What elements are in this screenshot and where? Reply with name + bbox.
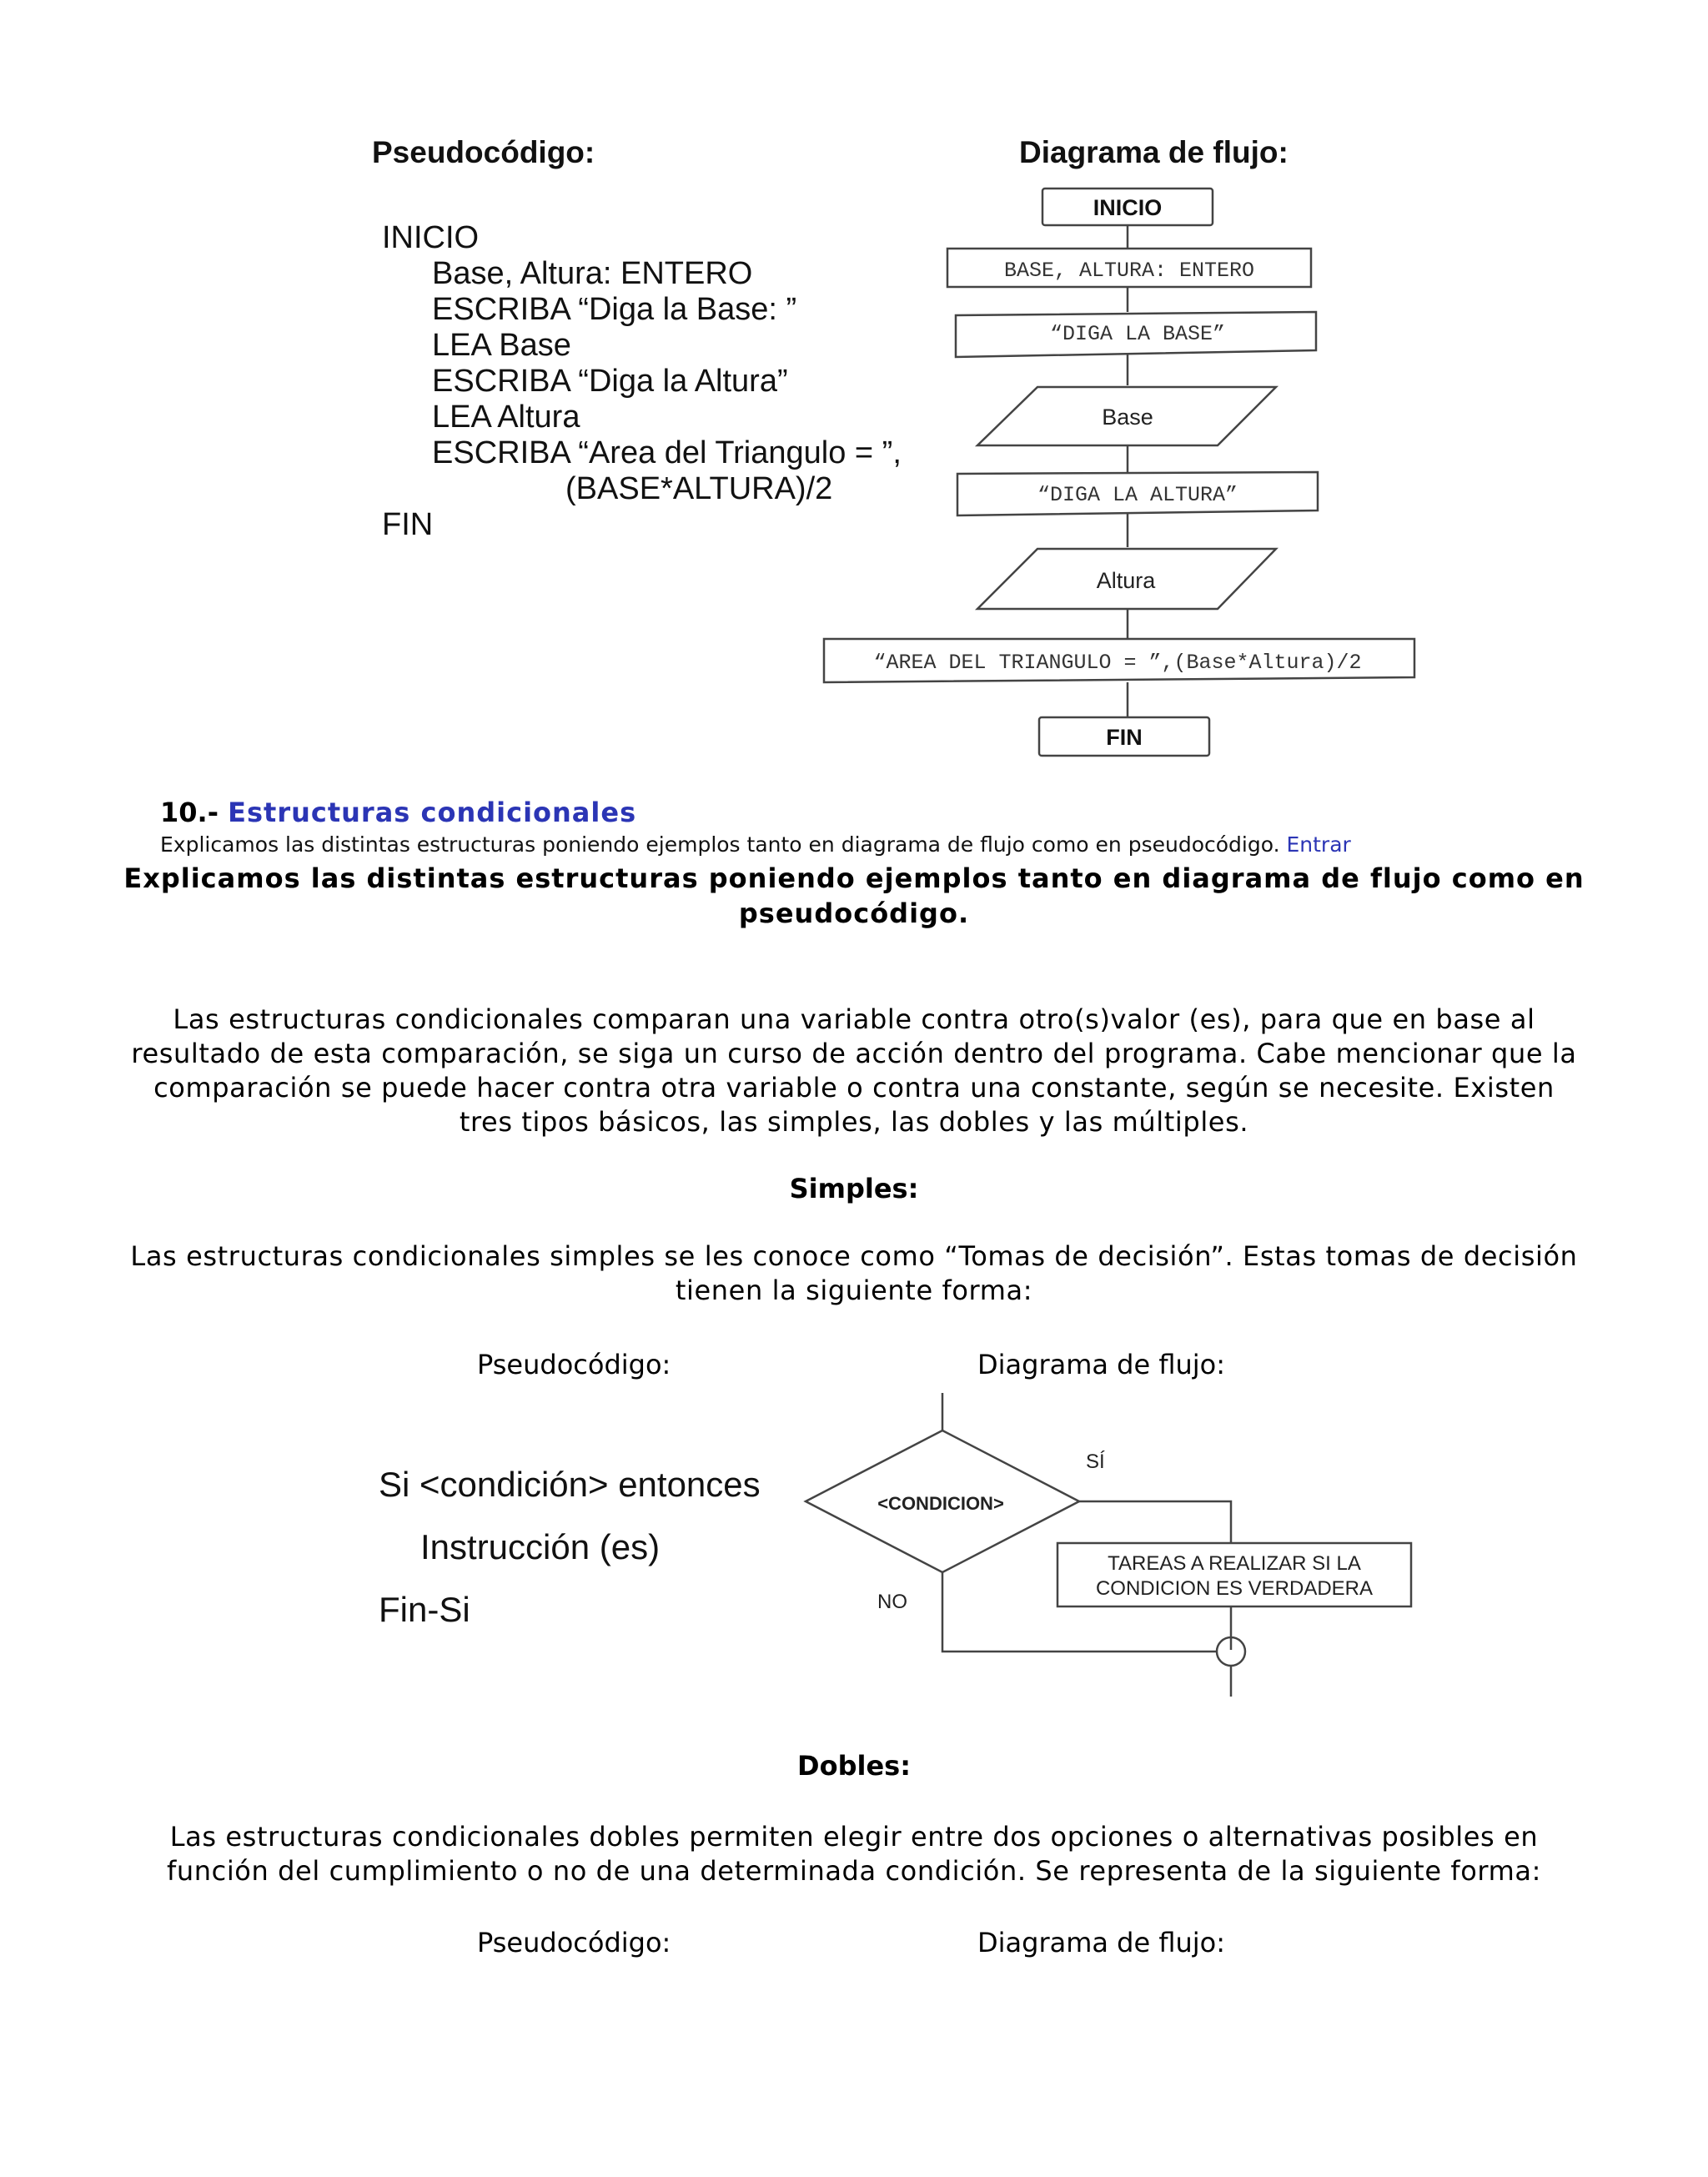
bold-summary	[0, 861, 1708, 931]
flow-decl-text: BASE, ALTURA: ENTERO	[1003, 259, 1255, 283]
flow-label-2: Diagrama de flujo:	[977, 1927, 1226, 1958]
pseudo-line: (BASE*ALTURA)/2	[565, 471, 833, 506]
flow-out-altura-text: “DIGA LA ALTURA”	[1037, 483, 1238, 507]
task-text-line2: CONDICION ES VERDADERA	[1095, 1577, 1374, 1600]
paragraph-line: tienen la siguiente forma:	[675, 1275, 1033, 1306]
pseudo-label: Pseudocódigo:	[477, 1349, 671, 1380]
section-heading	[160, 797, 636, 828]
bold-summary-line: pseudocódigo.	[738, 897, 970, 929]
dobles-heading: Dobles:	[797, 1750, 911, 1782]
simple-pseudo-line: Fin-Si	[379, 1590, 470, 1629]
pseudo-line: ESCRIBA “Diga la Base: ”	[432, 292, 797, 327]
no-label: NO	[877, 1591, 907, 1613]
paragraph-line: Las estructuras condicionales comparan una variable contra otro(s)valor (es), para que en base al	[173, 1003, 1535, 1035]
simple-pseudo-line: Instrucción (es)	[420, 1527, 661, 1566]
flow-label: Diagrama de flujo:	[977, 1349, 1226, 1380]
pseudo-line: LEA Altura	[432, 400, 580, 435]
paragraph-dobles	[0, 1820, 1708, 1888]
enter-link[interactable]: Entrar	[1286, 832, 1351, 857]
paragraph-intro	[0, 1003, 1708, 1139]
intro-text: Explicamos las distintas estructuras poniendo ejemplos tanto en diagrama de flujo como en pseudocódigo.	[160, 832, 1280, 857]
paragraph-line: comparación se puede hacer contra otra variable o contra una constante, según se necesite. Existen	[153, 1072, 1555, 1104]
pseudo-line: LEA Base	[432, 328, 571, 363]
pseudo-line: INICIO	[382, 220, 480, 255]
figure1-flow-title: Diagrama de flujo:	[1019, 135, 1289, 169]
flow-in-altura-text: Altura	[1096, 568, 1156, 593]
paragraph-line: Las estructuras condicionales dobles permiten elegir entre dos opciones o alternativas posibles en	[169, 1821, 1539, 1853]
paragraph-line: resultado de esta comparación, se siga un curso de acción dentro del programa. Cabe mencionar que la	[131, 1038, 1577, 1069]
condition-text: <CONDICION>	[877, 1493, 1004, 1514]
paragraph-simples	[0, 1239, 1708, 1308]
yes-label: SÍ	[1086, 1450, 1105, 1473]
figure1-flowchart	[0, 0, 1708, 801]
figure1-pseudo-title: Pseudocódigo:	[372, 135, 595, 169]
paragraph-line: Las estructuras condicionales simples se les conoce como “Tomas de decisión”. Estas tomas de decisión	[130, 1240, 1578, 1272]
flow-fin-text: FIN	[1106, 725, 1143, 750]
simple-flowchart	[0, 1385, 1708, 1718]
flow-out-base-text: “DIGA LA BASE”	[1049, 322, 1226, 346]
section-title-link[interactable]: Estructuras condicionales	[228, 797, 637, 828]
flow-out-area-text: “AREA DEL TRIANGULO = ”,(Base*Altura)/2	[873, 651, 1362, 675]
flow-inicio-text: INICIO	[1093, 195, 1163, 220]
pseudo-line: ESCRIBA “Diga la Altura”	[432, 364, 788, 399]
paragraph-line: tres tipos básicos, las simples, las dobles y las múltiples.	[459, 1106, 1249, 1138]
simple-pseudo-line: Si <condición> entonces	[379, 1465, 761, 1504]
simples-heading: Simples:	[789, 1173, 919, 1204]
flow-in-base-text: Base	[1102, 405, 1153, 430]
task-text-line1: TAREAS A REALIZAR SI LA	[1108, 1552, 1361, 1575]
pseudo-line: ESCRIBA “Area del Triangulo = ”,	[432, 435, 902, 470]
pseudo-label-2: Pseudocódigo:	[477, 1927, 671, 1958]
section-number: 10.-	[160, 797, 219, 828]
section-intro	[160, 832, 1351, 857]
pseudo-line: Base, Altura: ENTERO	[432, 256, 753, 291]
paragraph-line: función del cumplimiento o no de una determinada condición. Se representa de la siguiente forma:	[167, 1855, 1541, 1887]
pseudo-line: FIN	[382, 507, 434, 542]
bold-summary-line: Explicamos las distintas estructuras poniendo ejemplos tanto en diagrama de flujo como en	[123, 862, 1585, 894]
